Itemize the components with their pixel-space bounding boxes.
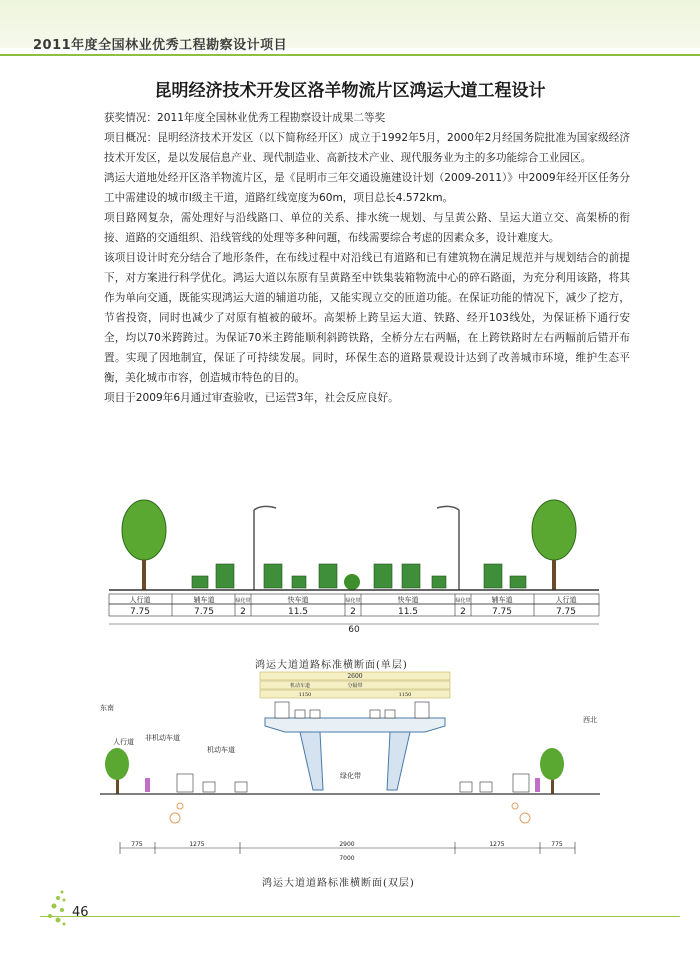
segment-label: 辅车道 <box>193 596 215 604</box>
vehicle-icon <box>415 702 429 718</box>
segment-width: 7.75 <box>555 607 577 617</box>
paragraph-complexity: 项目路网复杂，需处理好与沿线路口、单位的关系、排水统一规划、与呈黄公路、呈运大道立交、高架桥的衔接、道路的交通组织、沿线管线的处理等多种问题，布线需要综合考虑的因素众多，设计难度大。 <box>104 212 630 244</box>
vehicle-icon <box>402 564 420 588</box>
figure1-caption: 鸿运大道道路标准横断面(单层) <box>255 660 408 671</box>
vehicle-icon <box>264 564 282 588</box>
segment-label: 快车道 <box>287 596 309 604</box>
vehicle-icon <box>295 710 305 718</box>
segment-width: 11.5 <box>397 607 419 617</box>
segment-label: 辅车道 <box>491 596 513 604</box>
pipe-icon <box>177 803 183 809</box>
tree-icon <box>122 500 166 590</box>
header-title: 2011年度全国林业优秀工程勘察设计项目 <box>33 38 288 53</box>
tree-icon <box>540 748 564 794</box>
bottom-dim: 2900 <box>339 841 355 848</box>
vehicle-icon <box>480 782 492 792</box>
vehicle-icon <box>432 576 446 588</box>
page-header <box>0 0 700 62</box>
vehicle-icon <box>510 576 526 588</box>
paragraph-acceptance: 项目于2009年6月通过审查验收，已运营3年，社会反应良好。 <box>104 392 399 404</box>
top-median-label: 分隔带 <box>347 683 363 689</box>
segment-width: 7.75 <box>193 607 215 617</box>
segment-label: 绿化带 <box>345 598 361 604</box>
top-left-dim: 1150 <box>298 692 312 698</box>
segment-width: 2 <box>350 607 356 617</box>
vehicle-icon <box>513 774 529 792</box>
vehicle-icon <box>203 782 215 792</box>
bottom-dim: 775 <box>551 841 563 848</box>
vehicle-icon <box>370 710 380 718</box>
segment-label: 快车道 <box>397 596 419 604</box>
pipe-icon <box>520 813 530 823</box>
page-number: 46 <box>72 905 89 920</box>
shrub-icon <box>344 574 360 590</box>
segment-width: 7.75 <box>129 607 151 617</box>
pipe-icon <box>512 803 518 809</box>
paragraph-design: 该项目设计时充分结合了地形条件，在布线过程中对沿线已有道路和已有建筑物在满足规范并与规划结合的前提下，对方案进行科学优化。鸿运大道以东原有呈黄路至中铁集装箱物流中心的碎石路面，为充分利用该路，将其作为单向交通，既能实现鸿运大道的辅道功能，又能实现立交的匝道功能。在保证功能的情况下，减少了挖方，节省投资，同时也减少了对原有植被的破坏。高架桥上跨呈运大道、铁路、经开103线处，为保证桥下通行安全，均以70米跨跨过。为保证70米主跨能顺利斜跨铁路，全桥分左右两幅，在上跨铁路时左右两幅前后错开布置。实现了因地制宜，保证了可持续发展。同时，环保生态的道路景观设计达到了改善城市环境，维护生态平衡，美化城市市容，创造城市特色的目的。 <box>104 252 630 384</box>
label-motor: 机动车道 <box>207 746 235 754</box>
segment-width: 7.75 <box>491 607 513 617</box>
total-width: 60 <box>348 625 360 635</box>
vehicle-icon <box>192 576 208 588</box>
segment-width: 11.5 <box>287 607 309 617</box>
decorative-dots-icon <box>38 888 68 928</box>
top-total-dim: 2600 <box>347 673 363 680</box>
cross-section-double-figure <box>95 670 605 890</box>
footer-rule <box>40 916 680 917</box>
segment-width: 2 <box>240 607 246 617</box>
vehicle-icon <box>216 564 234 588</box>
paragraph-award: 获奖情况：2011年度全国林业优秀工程勘察设计成果二等奖 <box>104 112 386 124</box>
header-rule <box>0 54 700 56</box>
vehicle-icon <box>385 710 395 718</box>
direction-left: 东南 <box>100 704 114 712</box>
article-body <box>104 108 630 408</box>
vehicle-icon <box>310 710 320 718</box>
bottom-dim: 1275 <box>189 841 205 848</box>
page-title: 昆明经济技术开发区洛羊物流片区鸿运大道工程设计 <box>154 81 546 101</box>
top-right-dim: 1150 <box>398 692 412 698</box>
segment-label: 人行道 <box>129 596 151 604</box>
cross-section-single-figure <box>104 490 604 650</box>
pipe-icon <box>170 813 180 823</box>
paragraph-overview: 项目概况：昆明经济技术开发区（以下简称经开区）成立于1992年5月，2000年2月经国务院批准为国家级经济技术开发区，是以发展信息产业、现代制造业、高新技术产业、现代服务业为主的多功能综合工业园区。 <box>104 132 630 164</box>
bottom-dim: 775 <box>131 841 143 848</box>
tree-icon <box>105 748 129 794</box>
vehicle-icon <box>460 782 472 792</box>
vehicle-icon <box>235 782 247 792</box>
segment-label: 绿化带 <box>235 598 251 604</box>
segment-label: 人行道 <box>555 596 577 604</box>
segment-label: 绿化带 <box>455 598 471 604</box>
paragraph-location: 鸿运大道地处经开区洛羊物流片区，是《昆明市三年交通设施建设计划（2009-2011）》中2009年经开区任务分工中需建设的城市Ⅰ级主干道，道路红线宽度为60m，项目总长4.572km。 <box>104 172 630 204</box>
label-green: 绿化带 <box>340 772 361 780</box>
bottom-total: 7000 <box>339 855 355 862</box>
tree-icon <box>532 500 576 590</box>
top-lane-label: 机动车道 <box>289 683 311 689</box>
bottom-dim: 1275 <box>489 841 505 848</box>
vehicle-icon <box>374 564 392 588</box>
vehicle-icon <box>484 564 502 588</box>
vehicle-icon <box>292 576 306 588</box>
label-sidewalk: 人行道 <box>113 738 134 746</box>
figure2-caption: 鸿运大道道路标准横断面(双层) <box>262 878 415 889</box>
label-nonmotor: 非机动车道 <box>145 734 180 742</box>
vehicle-icon <box>275 702 289 718</box>
vehicle-icon <box>319 564 337 588</box>
segment-width: 2 <box>460 607 466 617</box>
direction-right: 西北 <box>583 716 597 724</box>
vehicle-icon <box>177 774 193 792</box>
